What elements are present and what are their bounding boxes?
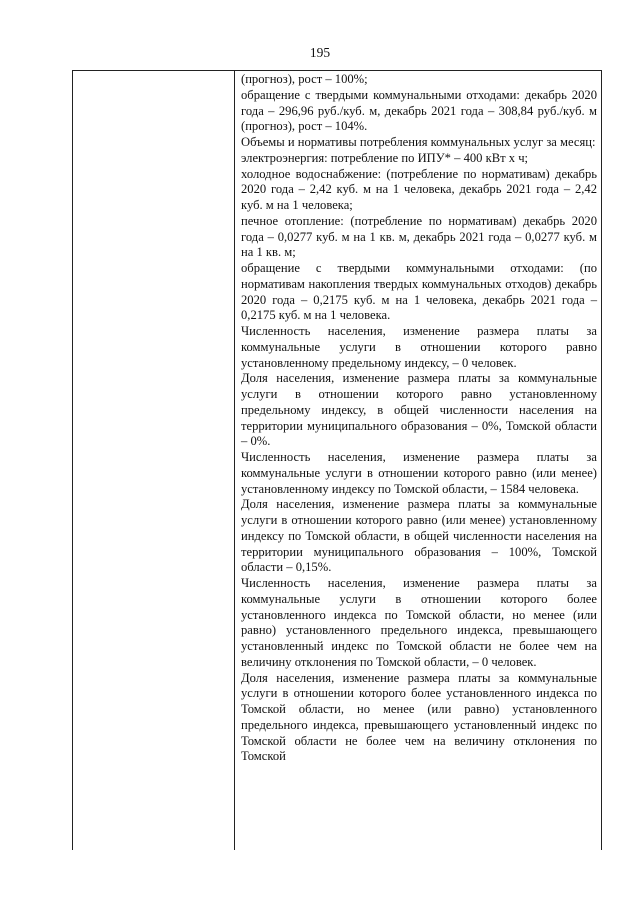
paragraph: Объемы и нормативы потребления коммунальных услуг за месяц: <box>241 135 596 149</box>
paragraph: обращение с твердыми коммунальными отходами: (по нормативам накопления твердых коммунальных отходов) декабрь 2020 года – 0,2175 куб. м на 1 человека, декабрь 2021 года – 0,2175 куб. м на 1 человека. <box>241 261 597 323</box>
paragraph: Доля населения, изменение размера платы за коммунальные услуги в отношении которого равно установленному предельному индексу, в общей численности населения на территории муниципального образования – 0%, Томской области – 0%. <box>241 371 597 449</box>
table-right-cell <box>235 71 601 850</box>
page-number: 195 <box>309 45 331 60</box>
document-table <box>72 70 602 850</box>
paragraph: Численность населения, изменение размера платы за коммунальные услуги в отношении которого более установленного индекса по Томской области, но менее (или равно) установленного предельного индекса, превышающего установленный индекс по Томской области не более чем на величину отклонения по Томской области, – 0 человек. <box>241 576 597 669</box>
paragraph: Доля населения, изменение размера платы за коммунальные услуги в отношении которого более установленного индекса по Томской области, но менее (или равно) установленного предельного индекса, превышающего установленный индекс по Томской области не более чем на величину отклонения по Томской <box>241 670 597 764</box>
paragraph: (прогноз), рост – 100%; <box>241 72 368 86</box>
paragraph: Доля населения, изменение размера платы за коммунальные услуги в отношении которого равно (или менее) установленному индексу по Томской области, в общей численности населения на территории муниципального образования – 100%, Томской области – 0,15%. <box>241 497 597 575</box>
paragraph: обращение с твердыми коммунальными отходами: декабрь 2020 года – 296,96 руб./куб. м, декабрь 2021 года – 308,84 руб./куб. м (прогноз), рост – 104%. <box>241 87 597 134</box>
paragraph: электроэнергия: потребление по ИПУ* – 400 кВт х ч; <box>241 150 529 165</box>
table-left-cell <box>73 71 235 850</box>
paragraph: холодное водоснабжение: (потребление по нормативам) декабрь 2020 года – 2,42 куб. м на 1 человека, декабрь 2021 года – 2,42 куб. м на 1 человека; <box>241 166 597 212</box>
paragraph: Численность населения, изменение размера платы за коммунальные услуги в отношении которого равно (или менее) установленному индексу по Томской области, – 1584 человека. <box>241 450 597 496</box>
paragraph: Численность населения, изменение размера платы за коммунальные услуги в отношении которого равно установленному предельному индексу, – 0 человек. <box>241 324 597 370</box>
paragraph: печное отопление: (потребление по нормативам) декабрь 2020 года – 0,0277 куб. м на 1 кв. м, декабрь 2021 года – 0,0277 куб. м на 1 кв. м; <box>241 213 597 260</box>
